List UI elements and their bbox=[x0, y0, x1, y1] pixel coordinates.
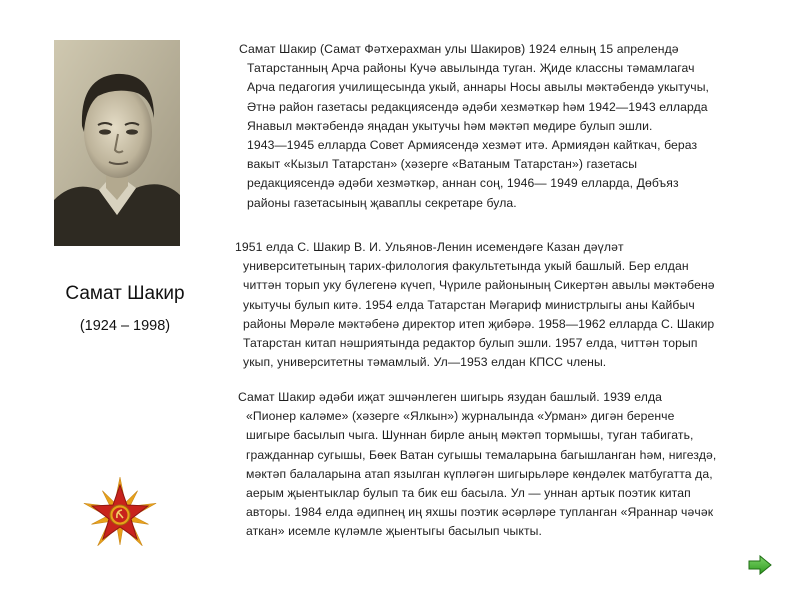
bio-line: Татарстан китап нәшриятында редактор булып эшли. 1957 елда, читтән торып bbox=[243, 336, 698, 351]
bio-line: гражданнар сугышы, Бөек Ватан сугышы темаларына багышланган һәм, нигездә, bbox=[246, 447, 717, 462]
bio-line: Әтнә район газетасы редакциясендә әдәби хезмәткәр һәм 1942—1943 елларда bbox=[247, 99, 708, 114]
bio-line: Янавыл мәктәбендә яңадан укытучы һәм мәктәп мөдире булып эшли. bbox=[247, 118, 653, 133]
bio-line: укып, университетны тәмамлый. Ул—1953 елдан КПСС члены. bbox=[243, 355, 607, 370]
next-slide-button[interactable] bbox=[748, 555, 772, 575]
bio-line: аерым җыентыклар булып та бик еш басыла. Ул — уннан артык поэтик китап bbox=[246, 486, 691, 501]
bio-line: Арча педагогия училищесында укый, аннары Носы авылы мәктәбендә укытучы, bbox=[247, 80, 710, 95]
bio-line: редакциясендә әдәби хезмәткәр, аннан соң, 1946— 1949 елларда, Дөбъяз bbox=[247, 176, 679, 191]
bio-line: вакыт «Кызыл Татарстан» (хәзерге «Ватаным Татарстан») газетасы bbox=[247, 157, 638, 172]
bio-line: аткан» исемле күләмле җыентыгы басылып чыкты. bbox=[246, 524, 543, 539]
bio-line: 1951 елда С. Шакир В. И. Ульянов-Ленин исемендәге Казан дәүләт bbox=[235, 240, 624, 254]
bio-paragraph-3 bbox=[238, 388, 756, 542]
portrait-photo bbox=[54, 40, 180, 246]
bio-line: районы Мөрәле мәктәбенә директор итеп җибәрә. 1958—1962 елларда С. Шакир bbox=[243, 316, 715, 331]
bio-line: Самат Шакир (Самат Фәтхерахман улы Шакиров) 1924 елның 15 апрелендә bbox=[239, 42, 679, 56]
bio-line: Самат Шакир әдәби иҗат эшчәнлеген шигырь язудан башлый. 1939 елда bbox=[238, 390, 663, 404]
author-portrait bbox=[54, 40, 180, 246]
bio-paragraph-1 bbox=[239, 40, 767, 213]
bio-line: университетының тарих-филология факультетында укый башлый. Бер елдан bbox=[243, 259, 689, 274]
author-years: (1924 – 1998) bbox=[79, 318, 171, 334]
bio-line: Татарстанның Арча районы Кучә авылында туган. Җиде классны тәмамлагач bbox=[247, 61, 695, 76]
bio-line: читтән торып уку бүлегенә күчеп, Чүриле районының Сикертән авылы мәктәбенә bbox=[243, 278, 715, 293]
bio-line: районы газетасының җаваплы секретаре була. bbox=[247, 195, 517, 210]
bio-line: мәктәп балаларына атап язылган күпләгән шигырьләре көндәлек матбугатта да, bbox=[246, 466, 713, 481]
order-of-patriotic-war-icon bbox=[80, 475, 160, 555]
bio-paragraph-2 bbox=[235, 238, 773, 372]
bio-line: шигыре басылып чыга. Шуннан бирле аның мәктәп тормышы, туган табигать, bbox=[246, 428, 694, 443]
bio-line: «Пионер каләме» (хәзерге «Ялкын») журналында «Урман» дигән беренче bbox=[246, 409, 675, 424]
bio-line: 1943—1945 елларда Совет Армиясендә хезмәт итә. Армиядән кайткач, бераз bbox=[247, 138, 698, 153]
author-name: Самат Шакир bbox=[65, 283, 185, 304]
green-arrow-right-icon bbox=[748, 555, 772, 575]
bio-line: авторы. 1984 елда әдипнең иң яхшы поэтик әсәрләре тупланган «Яраннар чәчәк bbox=[246, 505, 714, 520]
bio-line: укытучы булып китә. 1954 елда Татарстан Мәгариф министрлыгы аны Кайбыч bbox=[243, 297, 695, 312]
